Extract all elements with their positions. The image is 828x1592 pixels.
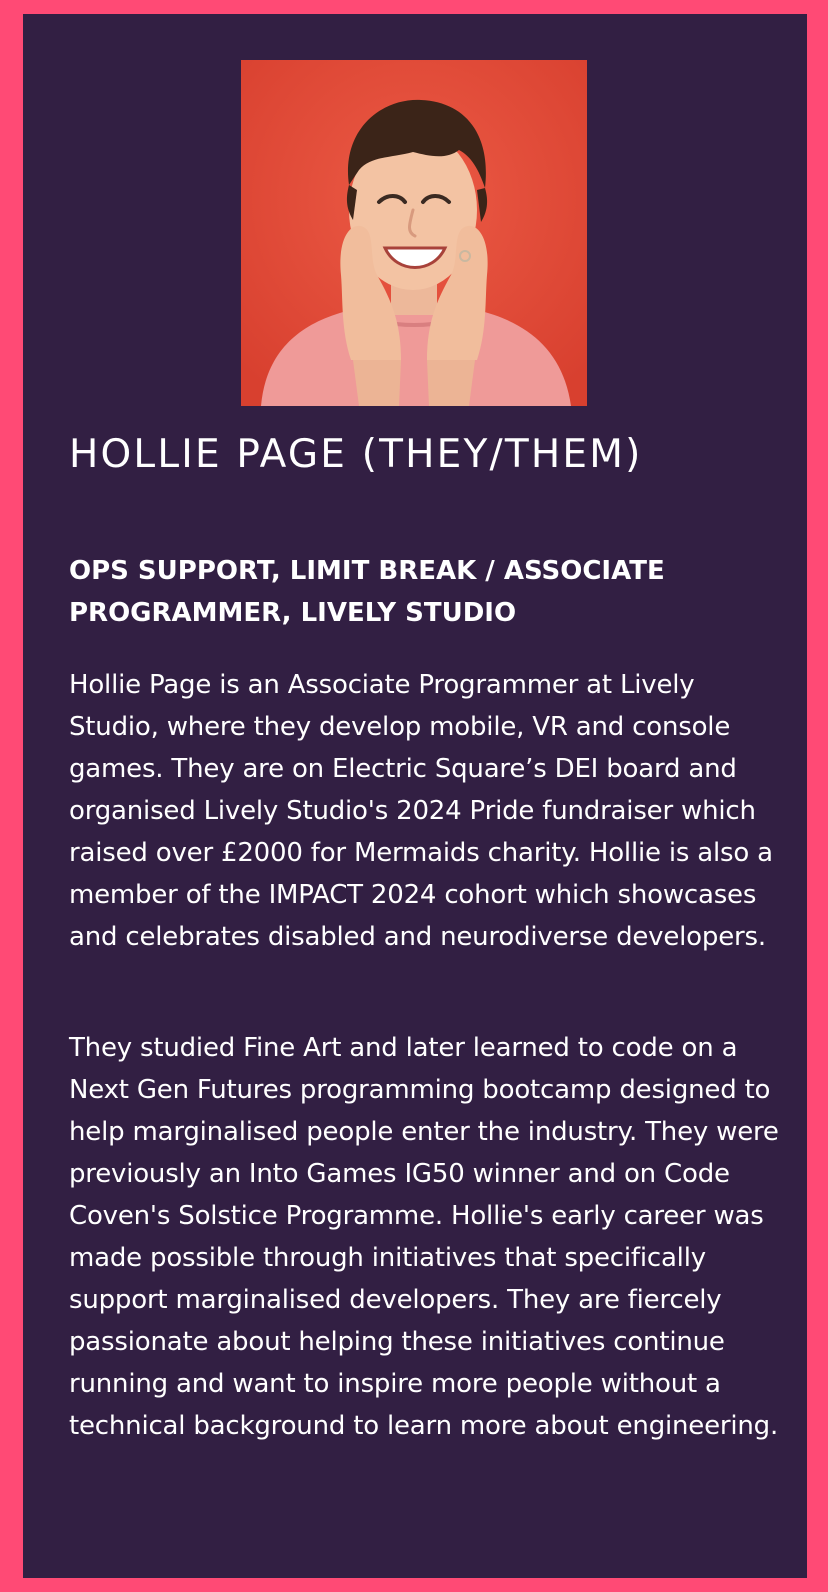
speaker-role: OPS SUPPORT, LIMIT BREAK / ASSOCIATE PROGRAMMER, LIVELY STUDIO bbox=[69, 556, 665, 628]
bio-paragraph: They studied Fine Art and later learned to code on a Next Gen Futures programming bootcamp designed to help marginalised people enter the industry. They were previously an Into Games IG50 winner and on Code Coven's Solstice Programme. Hollie's early career was made possible through initiatives that specifically support marginalised developers. They are fiercely passionate about helping these initiatives continue running and want to inspire more people without a technical background to learn more about engineering. bbox=[69, 1033, 779, 1441]
speaker-photo bbox=[241, 60, 587, 406]
speaker-photo-illustration bbox=[241, 60, 587, 406]
speaker-card bbox=[23, 14, 807, 1578]
bio-paragraph: Hollie Page is an Associate Programmer at Lively Studio, where they develop mobile, VR and console games. They are on Electric Square’s DEI board and organised Lively Studio's 2024 Pride fundraiser which raised over £2000 for Mermaids charity. Hollie is also a member of the IMPACT 2024 cohort which showcases and celebrates disabled and neurodiverse developers. bbox=[69, 670, 773, 952]
speaker-name: HOLLIE PAGE (THEY/THEM) bbox=[69, 432, 643, 477]
